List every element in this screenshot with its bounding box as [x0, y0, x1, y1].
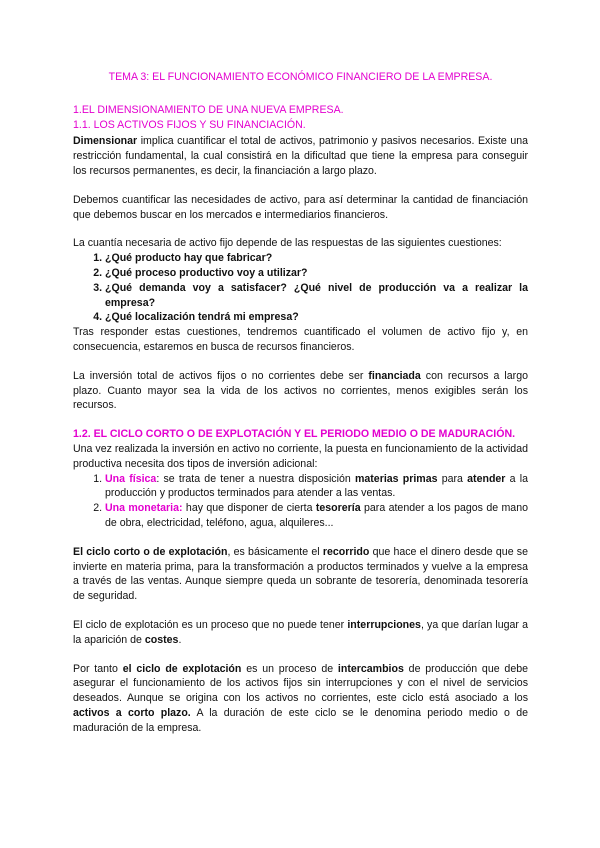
- text: hay que disponer de cierta: [182, 502, 316, 515]
- paragraph-una-vez: Una vez realizada la inversión en activo no corriente, la puesta en funcionamiento de la actividad productiva necesita dos tipos de inversión adicional:: [73, 442, 528, 470]
- question-item: 1. ¿Qué producto hay que fabricar?: [105, 251, 528, 266]
- questions-list: [73, 251, 528, 325]
- bold-term: el ciclo de explotación: [122, 662, 242, 675]
- paragraph-interrupciones: [73, 618, 528, 648]
- question-item: 2. ¿Qué proceso productivo voy a utilizar?: [105, 266, 528, 281]
- section-1-1-heading: 1.1. LOS ACTIVOS FIJOS Y SU FINANCIACIÓN.: [73, 118, 306, 131]
- paragraph-cuestiones-intro: La cuantía necesaria de activo fijo depende de las respuestas de las siguientes cuestiones:: [73, 237, 502, 250]
- section-1-heading: 1.EL DIMENSIONAMIENTO DE UNA NUEVA EMPRESA.: [73, 103, 344, 116]
- paragraph-por-tanto: [73, 662, 528, 736]
- paragraph-ciclo-corto: [73, 545, 528, 604]
- item-label: Una física: [105, 472, 157, 485]
- investment-item-monetaria: [105, 501, 528, 531]
- question-item: 4. ¿Qué localización tendrá mi empresa?: [105, 310, 528, 325]
- text: La inversión total de activos fijos o no corrientes debe ser: [73, 369, 369, 382]
- text: El ciclo de explotación es un proceso que no puede tener: [73, 618, 348, 631]
- section-1-2-heading: 1.2. EL CICLO CORTO O DE EXPLOTACIÓN Y EL PERIODO MEDIO O DE MADURACIÓN.: [73, 428, 516, 441]
- investment-item-fisica: [105, 472, 528, 502]
- bold-term: El ciclo corto o de explotación: [73, 545, 228, 558]
- question-item: 3. ¿Qué demanda voy a satisfacer? ¿Qué nivel de producción va a realizar la empresa?: [105, 281, 528, 311]
- text: .: [178, 633, 182, 646]
- bold-term: costes: [144, 633, 179, 646]
- text: de producción que debe asegurar el funcionamiento de los activos fijos sin interrupciones y con el nivel de servicios deseados. Aunque se origina con los activos no corrientes, este ciclo está asociado a los: [73, 662, 528, 705]
- item-label: Una monetaria:: [105, 502, 183, 515]
- text: para: [437, 472, 468, 485]
- bold-term: recorrido: [322, 545, 370, 558]
- text: : se trata de tener a nuestra disposición: [156, 472, 355, 485]
- bold-term: Dimensionar: [73, 135, 138, 148]
- text: A la duración de este ciclo se le denomina periodo medio o de maduración de la empresa.: [73, 706, 529, 734]
- text: es un proceso de: [241, 662, 338, 675]
- bold-term: activos a corto plazo.: [73, 706, 191, 719]
- text: que hace el dinero desde que se invierte en materia prima, para la transformación a productos terminados y vuelve a la empresa a través de las ventas. Aunque siempre queda un sobrante de tesorería, denominada tesorería de seguridad.: [73, 545, 528, 603]
- bold-term: atender: [467, 472, 506, 485]
- document-title: TEMA 3: EL FUNCIONAMIENTO ECONÓMICO FINANCIERO DE LA EMPRESA.: [108, 71, 493, 83]
- bold-term: materias primas: [354, 472, 438, 485]
- investment-types-list: [73, 472, 528, 531]
- paragraph-inversion-total: [73, 369, 528, 413]
- paragraph-tras-responder: Tras responder estas cuestiones, tendremos cuantificado el volumen de activo fijo y, en consecuencia, estaremos en busca de recursos financieros.: [73, 326, 528, 353]
- text: para atender a los pagos de mano de obra, electricidad, teléfono, agua, alquileres...: [105, 502, 528, 529]
- document-page: [73, 70, 528, 749]
- text: , ya que darían lugar a la aparición de: [73, 618, 528, 646]
- paragraph-dimensionar: [73, 134, 528, 178]
- text: con recursos a largo plazo. Cuanto mayor sea la vida de los activos no corrientes, menos exigibles serán los recursos.: [73, 369, 528, 412]
- bold-term: interrupciones: [347, 618, 421, 631]
- bold-term: intercambios: [337, 662, 404, 675]
- text: implica cuantificar el total de activos, patrimonio y pasivos necesarios. Existe una restricción fundamental, la cual consistirá en la dificultad que tiene la empresa para conseguir los recursos permanentes, es decir, la financiación a largo plazo.: [73, 135, 528, 177]
- text: , es básicamente el: [227, 545, 323, 558]
- bold-term: financiada: [368, 369, 421, 382]
- text: a la producción y productos terminados para atender a las ventas.: [105, 472, 529, 500]
- bold-term: tesorería: [315, 502, 361, 515]
- paragraph-cuantificar: Debemos cuantificar las necesidades de activo, para así determinar la cantidad de financiación que debemos buscar en los mercados e intermediarios financieros.: [73, 193, 528, 221]
- text: Por tanto: [73, 662, 123, 675]
